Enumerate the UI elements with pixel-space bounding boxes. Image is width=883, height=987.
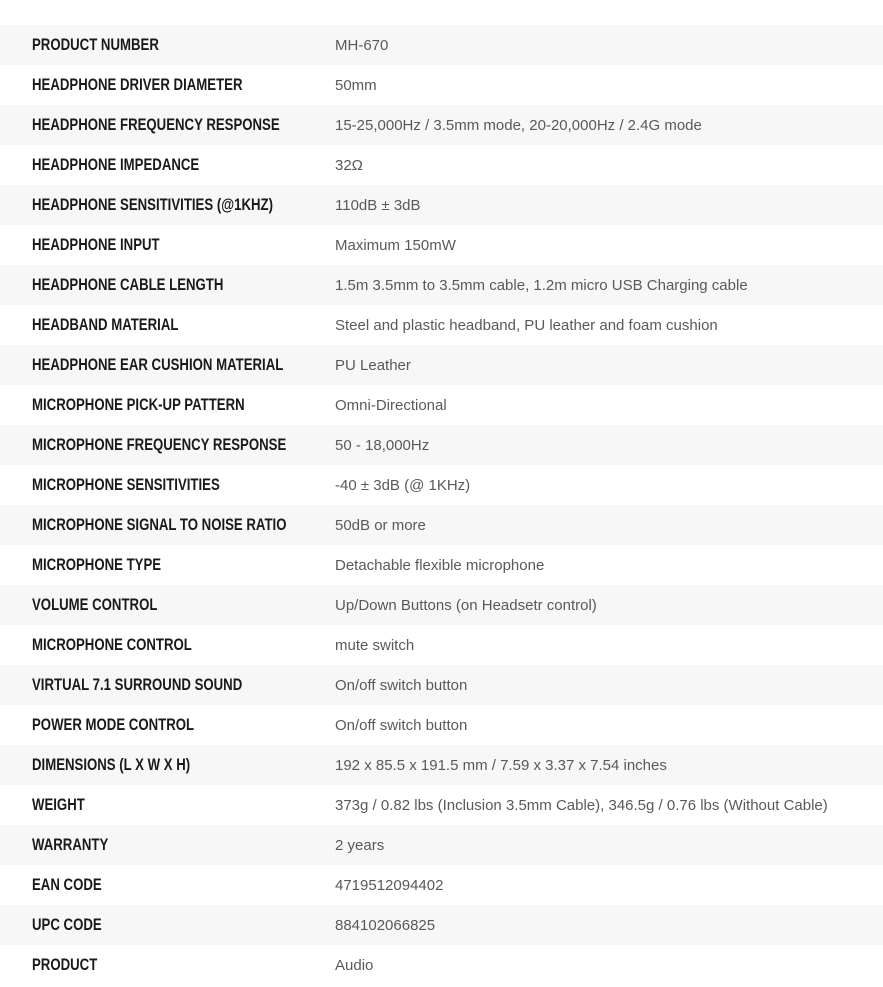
spec-value: On/off switch button [335,716,468,734]
spec-row [0,225,883,265]
spec-row [0,745,883,785]
spec-value: 50dB or more [335,516,426,534]
spec-value: MH-670 [335,36,389,54]
spec-row [0,665,883,705]
spec-label-text: HEADPHONE EAR CUSHION MATERIAL [32,355,284,374]
spec-row [0,105,883,145]
spec-value: On/off switch button [335,676,468,694]
spec-row [0,425,883,465]
spec-label [0,756,335,775]
spec-label-text: MICROPHONE SENSITIVITIES [32,475,220,494]
spec-value: 50mm [335,76,377,94]
spec-row [0,465,883,505]
spec-row [0,785,883,825]
spec-label [0,76,335,95]
spec-value: 1.5m 3.5mm to 3.5mm cable, 1.2m micro USB Charging cable [335,276,748,294]
spec-row [0,345,883,385]
spec-label [0,436,335,455]
spec-row [0,825,883,865]
spec-value: 32Ω [335,156,363,174]
spec-label [0,156,335,175]
spec-label [0,396,335,415]
spec-label [0,596,335,615]
spec-row [0,305,883,345]
spec-label [0,36,335,55]
spec-value: 884102066825 [335,916,436,934]
spec-label [0,636,335,655]
spec-label [0,476,335,495]
spec-row [0,185,883,225]
spec-value: 4719512094402 [335,876,444,894]
spec-label [0,356,335,375]
spec-label-text: EAN CODE [32,875,102,894]
spec-row [0,905,883,945]
spec-row [0,145,883,185]
spec-value: 15-25,000Hz / 3.5mm mode, 20-20,000Hz / 2.4G mode [335,116,702,134]
spec-label [0,116,335,135]
spec-label-text: WARRANTY [32,835,109,854]
spec-value: PU Leather [335,356,411,374]
spec-label [0,316,335,335]
spec-label-text: HEADPHONE SENSITIVITIES (@1KHZ) [32,195,273,214]
spec-label-text: HEADPHONE FREQUENCY RESPONSE [32,115,280,134]
spec-label-text: MICROPHONE FREQUENCY RESPONSE [32,435,287,454]
spec-value: mute switch [335,636,415,654]
spec-label-text: HEADPHONE CABLE LENGTH [32,275,224,294]
spec-row [0,385,883,425]
spec-value: 2 years [335,836,385,854]
spec-value: 110dB ± 3dB [335,196,421,214]
spec-label [0,956,335,975]
spec-label-text: PRODUCT NUMBER [32,35,159,54]
spec-row [0,265,883,305]
spec-label-text: MICROPHONE SIGNAL TO NOISE RATIO [32,515,287,534]
spec-label-text: VIRTUAL 7.1 SURROUND SOUND [32,675,243,694]
spec-row [0,865,883,905]
spec-value: Detachable flexible microphone [335,556,545,574]
spec-value: Maximum 150mW [335,236,456,254]
spec-value: Audio [335,956,374,974]
spec-label [0,516,335,535]
spec-row [0,545,883,585]
spec-label-text: PRODUCT [32,955,98,974]
spec-row [0,625,883,665]
spec-row [0,585,883,625]
spec-label-text: POWER MODE CONTROL [32,715,195,734]
spec-label-text: MICROPHONE TYPE [32,555,162,574]
spec-value: -40 ± 3dB (@ 1KHz) [335,476,471,494]
product-spec-table [0,25,883,985]
spec-value: Omni-Directional [335,396,447,414]
spec-value: 373g / 0.82 lbs (Inclusion 3.5mm Cable), 346.5g / 0.76 lbs (Without Cable) [335,796,828,814]
spec-label-text: MICROPHONE CONTROL [32,635,192,654]
spec-label [0,876,335,895]
spec-label-text: MICROPHONE PICK-UP PATTERN [32,395,245,414]
spec-label [0,276,335,295]
spec-value: Up/Down Buttons (on Headsetr control) [335,596,597,614]
spec-row [0,25,883,65]
spec-label-text: UPC CODE [32,915,102,934]
spec-row [0,705,883,745]
spec-label-text: HEADPHONE IMPEDANCE [32,155,200,174]
spec-label-text: HEADBAND MATERIAL [32,315,179,334]
spec-label [0,716,335,735]
spec-label [0,236,335,255]
spec-label [0,796,335,815]
spec-label-text: HEADPHONE DRIVER DIAMETER [32,75,243,94]
spec-label [0,556,335,575]
spec-label-text: DIMENSIONS (L X W X H) [32,755,191,774]
spec-row [0,505,883,545]
spec-value: 192 x 85.5 x 191.5 mm / 7.59 x 3.37 x 7.54 inches [335,756,667,774]
spec-label-text: VOLUME CONTROL [32,595,158,614]
spec-row [0,65,883,105]
spec-label-text: WEIGHT [32,795,85,814]
spec-label [0,916,335,935]
spec-label [0,836,335,855]
spec-value: 50 - 18,000Hz [335,436,430,454]
spec-label [0,196,335,215]
spec-row [0,945,883,985]
spec-label-text: HEADPHONE INPUT [32,235,160,254]
spec-label [0,676,335,695]
spec-value: Steel and plastic headband, PU leather and foam cushion [335,316,718,334]
